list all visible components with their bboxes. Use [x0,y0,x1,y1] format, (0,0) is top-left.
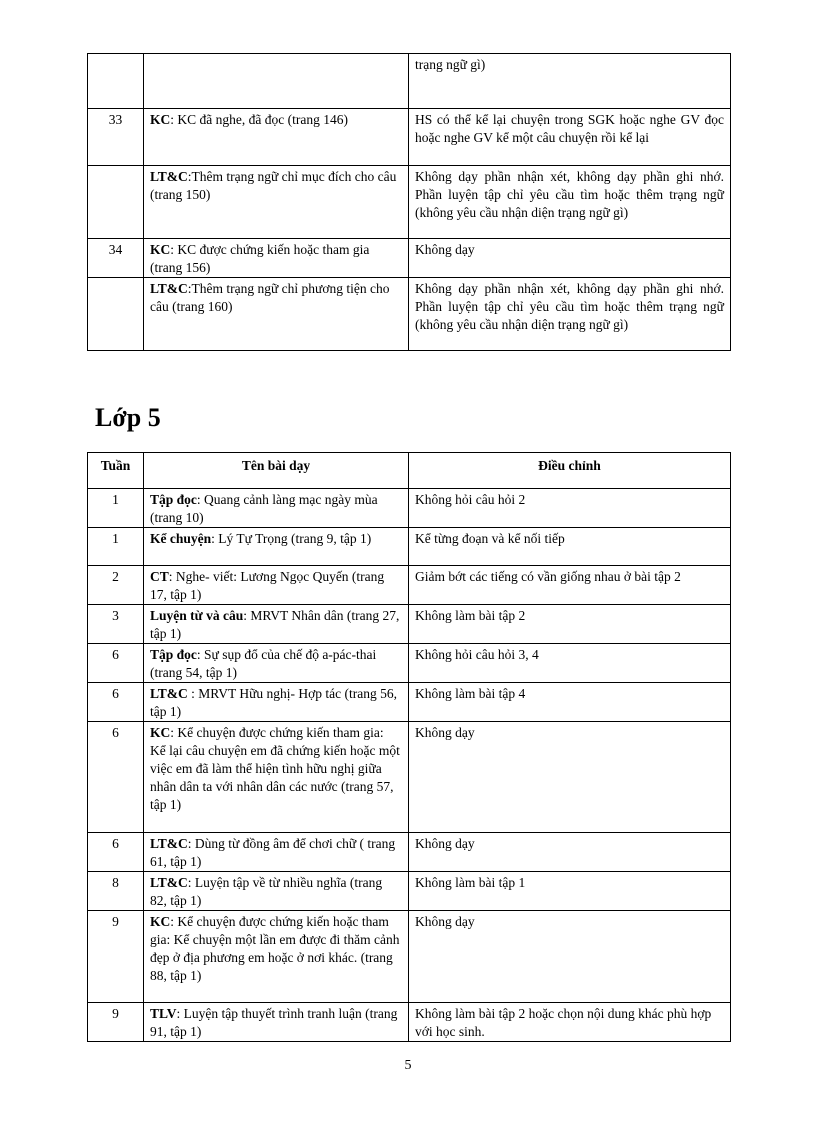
table-row [88,166,731,239]
adjustment-cell: Không dạy phần nhận xét, không dạy phần ghi nhớ. Phần luyện tập chỉ yêu cầu tìm hoặc thêm trạng ngữ (không yêu cầu nhận diện trạng ngữ gì) [409,166,731,239]
lesson-label: KC [150,112,171,127]
lesson-cell [144,109,409,166]
lesson-cell [144,911,409,1003]
week-cell: 8 [88,872,144,911]
adjustment-cell: Không làm bài tập 1 [409,872,731,911]
week-cell: 6 [88,833,144,872]
adjustment-cell: HS có thể kể lại chuyện trong SGK hoặc nghe GV đọc hoặc nghe GV kể một câu chuyện rồi kể lại [409,109,731,166]
lesson-cell [144,566,409,605]
page-number: 5 [404,1058,412,1073]
lesson-label: LT&C [150,836,188,851]
week-cell: 9 [88,911,144,1003]
lesson-label: KC [150,242,171,257]
table-row [88,911,731,1003]
lesson-text: : Kể chuyện được chứng kiến tham gia: Kể lại câu chuyện em đã chứng kiến hoặc một việc em đã làm thể hiện tình hữu nghị giữa nhân dân ta với nhân dân các nước (trang 57, tập 1) [150,725,400,812]
lesson-label: LT&C [150,281,188,296]
lesson-cell [144,833,409,872]
adjustment-cell: Không dạy [409,911,731,1003]
lesson-text: : KC đã nghe, đã đọc (trang 146) [170,112,348,127]
table-row [88,1003,731,1042]
lesson-text: : Sự sụp đổ của chế độ a-pác-thai (trang 54, tập 1) [150,647,377,680]
adjustment-cell: Không hỏi câu hỏi 3, 4 [409,644,731,683]
lesson-cell [144,1003,409,1042]
lesson-text: :Thêm trạng ngữ chỉ mục đích cho câu (trang 150) [150,169,397,202]
lesson-text: : Luyện tập thuyết trình tranh luận (trang 91, tập 1) [150,1006,398,1039]
table-row [88,239,731,278]
adjustment-cell: Không dạy [409,722,731,833]
lesson-cell [144,54,409,109]
table-row [88,278,731,351]
table-row [88,872,731,911]
adjustment-cell: Không dạy [409,239,731,278]
lesson-cell [144,872,409,911]
lesson-label: Kể chuyện [150,531,212,546]
lesson-cell [144,528,409,566]
lesson-cell [144,683,409,722]
lesson-cell [144,644,409,683]
table-row [88,605,731,644]
lesson-text: :Thêm trạng ngữ chỉ phương tiện cho câu (trang 160) [150,281,390,314]
week-cell: 33 [88,109,144,166]
table-row [88,566,731,605]
header-adjustment: Điều chỉnh [409,453,731,489]
adjustment-cell: Không hỏi câu hỏi 2 [409,489,731,528]
lesson-label: KC [150,725,171,740]
continuation-table [87,53,731,351]
week-cell [88,54,144,109]
lesson-text: : Kể chuyện được chứng kiến hoặc tham gia: Kể chuyện một lần em được đi thăm cảnh đẹp ở địa phương em hoặc ở nơi khác. (trang 88, tập 1) [150,914,400,983]
week-cell: 3 [88,605,144,644]
section-title: Lớp 5 [95,403,161,432]
table-row [88,109,731,166]
lesson-label: Luyện từ và câu [150,608,244,623]
lesson-label: LT&C [150,169,188,184]
table-row [88,722,731,833]
lesson-text: : Dùng từ đồng âm để chơi chữ ( trang 61, tập 1) [150,836,396,869]
lesson-cell [144,239,409,278]
lesson-text: : MRVT Nhân dân (trang 27, tập 1) [150,608,400,641]
lesson-text: : Nghe- viết: Lương Ngọc Quyến (trang 17, tập 1) [150,569,385,602]
adjustment-cell: Không làm bài tập 2 hoặc chọn nội dung khác phù hợp với học sinh. [409,1003,731,1042]
lesson-text: : Luyện tập về từ nhiều nghĩa (trang 82, tập 1) [150,875,383,908]
table-header-row [88,453,731,489]
lesson-cell [144,489,409,528]
week-cell [88,278,144,351]
lesson-text: : KC được chứng kiến hoặc tham gia (trang 156) [150,242,370,275]
lesson-label: Tập đọc [150,492,197,507]
lesson-label: KC [150,914,171,929]
adjustment-cell: Không làm bài tập 4 [409,683,731,722]
lesson-cell [144,278,409,351]
table-row [88,644,731,683]
table-row [88,54,731,109]
lesson-label: Tập đọc [150,647,197,662]
table-row [88,833,731,872]
week-cell: 34 [88,239,144,278]
lesson-text: : Quang cảnh làng mạc ngày mùa (trang 10) [150,492,378,525]
week-cell: 6 [88,644,144,683]
week-cell: 1 [88,489,144,528]
table-row [88,489,731,528]
lesson-label: LT&C [150,686,188,701]
week-cell [88,166,144,239]
lesson-text: : MRVT Hữu nghị- Hợp tác (trang 56, tập 1) [150,686,397,719]
lesson-cell [144,722,409,833]
week-cell: 6 [88,683,144,722]
adjustment-cell: Không làm bài tập 2 [409,605,731,644]
header-lesson: Tên bài dạy [144,453,409,489]
lesson-text: : Lý Tự Trọng (trang 9, tập 1) [211,531,372,546]
lesson-cell [144,605,409,644]
week-cell: 9 [88,1003,144,1042]
header-week: Tuần [88,453,144,489]
week-cell: 6 [88,722,144,833]
week-cell: 1 [88,528,144,566]
adjustment-cell: Giảm bớt các tiếng có vần giống nhau ở bài tập 2 [409,566,731,605]
adjustment-cell: Không dạy phần nhận xét, không dạy phần ghi nhớ. Phần luyện tập chỉ yêu cầu tìm hoặc thêm trạng ngữ (không yêu cầu nhận diện trạng ngữ gì) [409,278,731,351]
week-cell: 2 [88,566,144,605]
table-row [88,528,731,566]
lesson-label: CT [150,569,169,584]
lesson-label: TLV [150,1006,177,1021]
lesson-label: LT&C [150,875,188,890]
lesson-cell [144,166,409,239]
adjustment-cell: Kể từng đoạn và kể nối tiếp [409,528,731,566]
grade-5-table [87,452,731,1042]
table-row [88,683,731,722]
adjustment-cell: trạng ngữ gì) [409,54,731,109]
adjustment-cell: Không dạy [409,833,731,872]
